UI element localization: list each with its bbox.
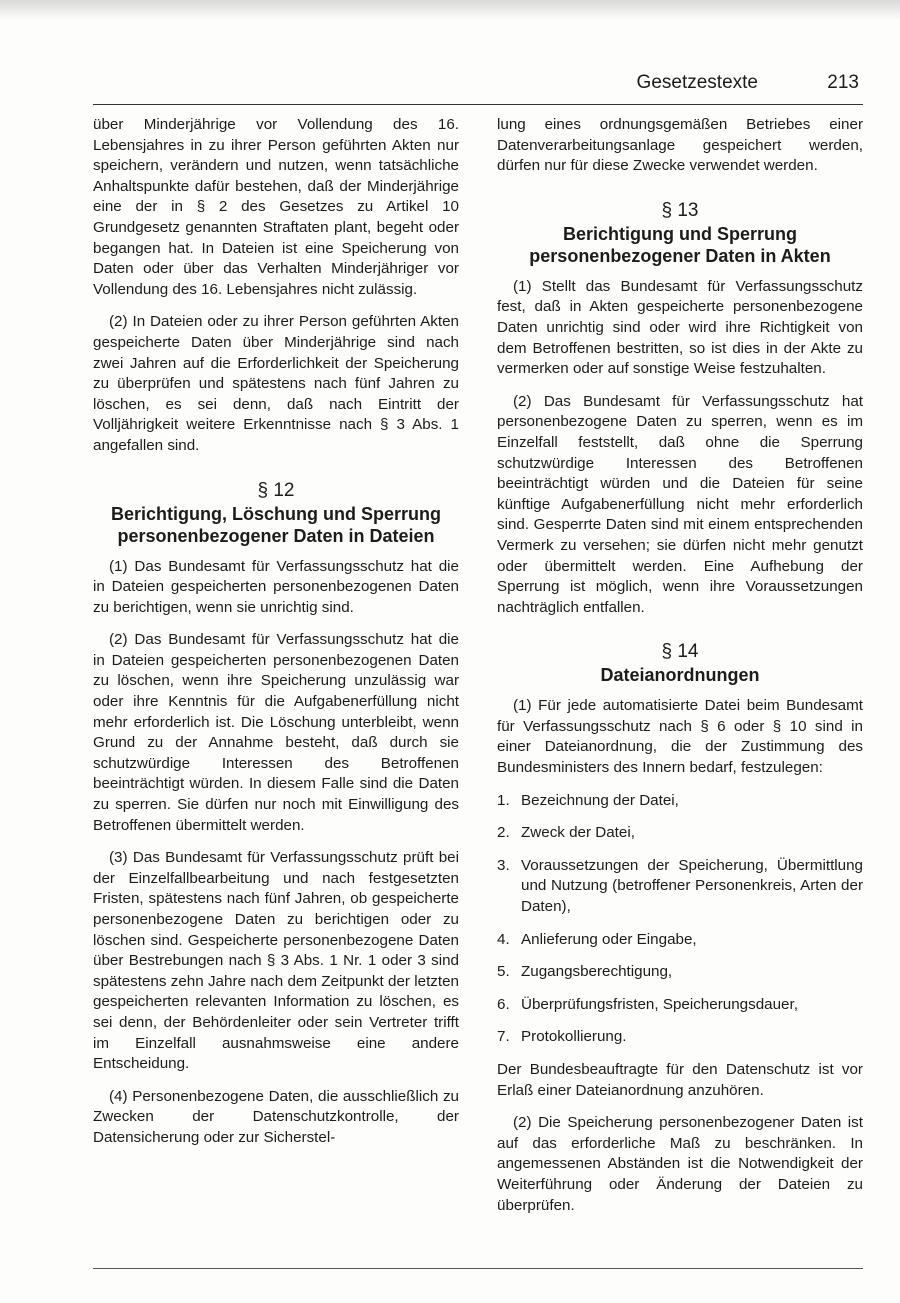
section-heading-13 xyxy=(497,199,863,267)
section-number: § 12 xyxy=(257,479,295,501)
running-title: Gesetzestexte xyxy=(636,72,758,93)
section-title: Berichtigung und Sperrung personenbezogener Daten in Akten xyxy=(529,223,831,266)
paragraph: (1) Für jede automatisierte Datei beim Bundesamt für Verfassungsschutz nach § 6 oder § 10 sind in einer Dateianordnung, die der Zustimmung des Bundesministers des Innern bedarf, festzulegen: xyxy=(497,697,863,777)
requirements-list xyxy=(497,791,863,1048)
paragraph: lung eines ordnungsgemäßen Betriebes einer Datenverarbeitungsanlage gespeichert werden, dürfen nur für diese Zwecke verwendet werden. xyxy=(497,116,863,175)
list-item: 3. Voraussetzungen der Speicherung, Übermittlung und Nutzung (betroffener Personenkreis, Arten der Daten), xyxy=(497,856,863,916)
paragraph: (4) Personenbezogene Daten, die ausschließlich zu Zwecken der Datenschutzkontrolle, der Datensicherung oder zur Sicherstel- xyxy=(93,1087,459,1146)
list-item: 2. Zweck der Datei, xyxy=(497,824,635,842)
header-rule xyxy=(93,104,863,105)
section-title: Berichtigung, Löschung und Sperrung personenbezogener Daten in Dateien xyxy=(111,503,441,546)
section-number: § 14 xyxy=(661,641,699,663)
paragraph: (1) Das Bundesamt für Verfassungsschutz hat die in Dateien gespeicherten personenbezogenen Daten zu berichtigen, wenn sie unrichtig sind. xyxy=(93,557,459,616)
list-item: 6. Überprüfungsfristen, Speicherungsdauer, xyxy=(497,995,798,1013)
footer-rule xyxy=(93,1268,863,1269)
paragraph: über Minderjährige vor Vollendung des 16. Lebensjahres in zu ihrer Person geführten Akten nur speichern, verändern und nutzen, wenn tatsächliche Anhaltspunkte dafür bestehen, daß der Minderjährige eine der in § 2 des Gesetzes zu Artikel 10 Grundgesetz genannten Straftaten plant, begeht oder begangen hat. In Dateien ist eine Speicherung von Daten oder über das Verhalten Minderjähriger vor Vollendung des 16. Lebensjahres nicht zulässig. xyxy=(93,116,459,298)
scan-edge-shadow xyxy=(0,0,900,20)
right-column xyxy=(497,115,863,1228)
page-number: 213 xyxy=(827,72,859,93)
list-item: 1. Bezeichnung der Datei, xyxy=(497,791,679,809)
section-heading-12 xyxy=(93,479,459,547)
paragraph: Der Bundesbeauftragte für den Datenschutz ist vor Erlaß einer Dateianordnung anzuhören. xyxy=(497,1061,863,1099)
section-heading-14 xyxy=(497,640,863,686)
paragraph: (2) Die Speicherung personenbezogener Daten ist auf das erforderliche Maß zu beschränken. In angemessenen Abständen ist die Notwendigkeit der Weiterführung oder Änderung der Dateien zu überprüfen. xyxy=(497,1114,863,1214)
list-item: 5. Zugangsberechtigung, xyxy=(497,963,673,981)
paragraph: (2) In Dateien oder zu ihrer Person geführten Akten gespeicherte Daten über Minderjährige sind nach zwei Jahren auf die Erforderlichkeit der Speicherung zu überprüfen und spätestens nach fünf Jahren zu löschen, es sei denn, daß nach Eintritt der Volljährigkeit weitere Erkenntnisse nach § 3 Abs. 1 angefallen sind. xyxy=(93,313,459,454)
paragraph: (2) Das Bundesamt für Verfassungsschutz hat die in Dateien gespeicherten personenbezogenen Daten zu löschen, wenn ihre Speicherung unzulässig war oder ihre Kenntnis für die Aufgabenerfüllung nicht mehr erforderlich ist. Die Löschung unterbleibt, wenn Grund zu der Annahme besteht, daß durch sie schutzwürdige Interessen des Betroffenen beeinträchtigt würden. In diesem Falle sind die Daten zu sperren. Sie dürfen nur noch mit Einwilligung des Betroffenen übermittelt werden. xyxy=(93,631,459,834)
section-title: Dateianordnungen xyxy=(600,665,760,686)
list-item: 4. Anlieferung oder Eingabe, xyxy=(497,930,697,948)
paragraph: (1) Stellt das Bundesamt für Verfassungsschutz fest, daß in Akten gespeicherte personenbezogene Daten unrichtig sind oder wird ihre Richtigkeit von dem Betroffenen bestritten, so ist dies in der Akte zu vermerken oder auf sonstige Weise festzuhalten. xyxy=(497,277,863,378)
paragraph: (3) Das Bundesamt für Verfassungsschutz prüft bei der Einzelfallbearbeitung und nach festgesetzten Fristen, spätestens nach fünf Jahren, ob gespeicherte personenbezogene Daten zu berichtigen oder zu löschen sind. Gespeicherte personenbezogene Daten über Bestrebungen nach § 3 Abs. 1 Nr. 1 oder 3 sind spätestens zehn Jahre nach dem Zeitpunkt der letzten gespeicherten relevanten Information zu löschen, es sei denn, der Behördenleiter oder sein Vertreter trifft im Einzelfall ausnahmsweise eine andere Entscheidung. xyxy=(93,849,459,1073)
page-header xyxy=(93,72,863,98)
list-item: 7. Protokollierung. xyxy=(497,1028,627,1046)
paragraph: (2) Das Bundesamt für Verfassungsschutz hat personenbezogene Daten zu sperren, wenn es im Einzelfall feststellt, daß ohne die Sperrung schutzwürdige Interessen des Betroffenen beeinträchtigt würden und die Dateien für seine künftige Aufgabenerfüllung nicht mehr erforderlich sind. Gesperrte Daten sind mit einem entsprechenden Vermerk zu versehen; sie dürfen nicht mehr genutzt oder übermittelt werden. Eine Aufhebung der Sperrung ist möglich, wenn ihre Voraussetzungen nachträglich entfallen. xyxy=(497,392,863,616)
section-number: § 13 xyxy=(661,199,699,221)
left-column xyxy=(93,115,459,1161)
